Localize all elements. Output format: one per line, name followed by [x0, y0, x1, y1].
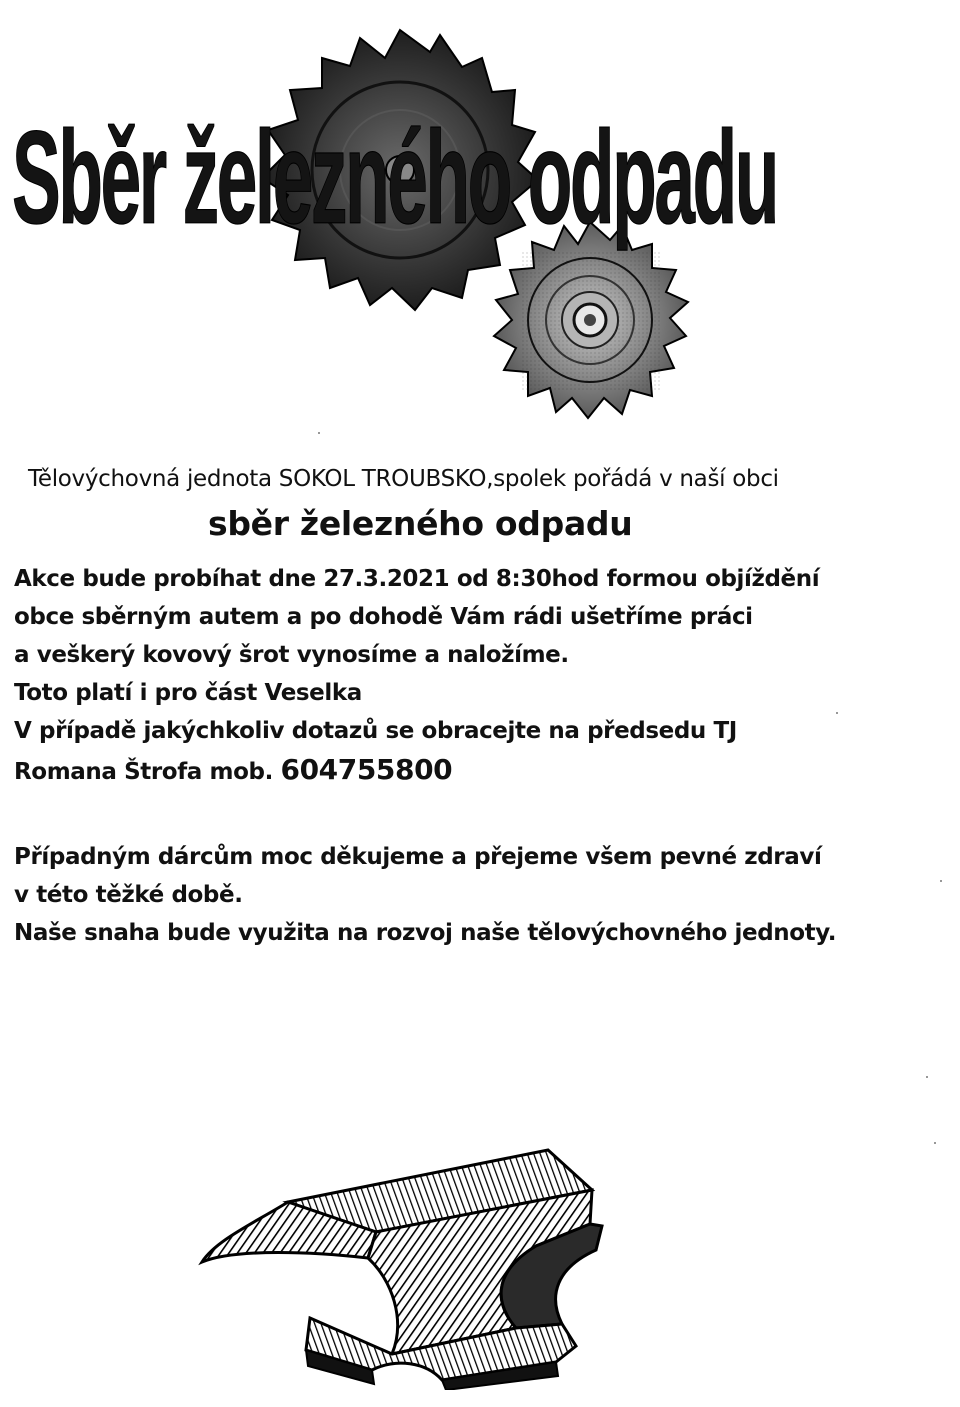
closing-line-thanks: Případným dárcům moc děkujeme a přejeme všem pevné zdraví: [14, 844, 822, 870]
event-details: [14, 560, 944, 790]
poster-headline: Sběr železného odpadu: [12, 104, 777, 252]
anvil-icon: [196, 1140, 606, 1390]
contact-name: Romana Štrofa mob.: [14, 759, 281, 785]
detail-line-veselka: Toto platí i pro část Veselka: [14, 680, 362, 706]
closing-line-purpose: Naše snaha bude využita na rozvoj naše tělovýchovného jednoty.: [14, 920, 837, 946]
phone-number: 604755800: [280, 753, 453, 786]
detail-line-loading: a veškerý kovový šrot vynosíme a naložíme.: [14, 642, 569, 668]
scan-speck: [926, 1076, 928, 1078]
organizer-intro: Tělovýchovná jednota SOKOL TROUBSKO,spolek pořádá v naší obci: [28, 466, 779, 492]
scan-speck: [940, 880, 942, 882]
closing-message: [14, 838, 944, 952]
detail-line-questions: V případě jakýchkoliv dotazů se obracejte na předsedu TJ: [14, 718, 737, 744]
scan-speck: [836, 712, 838, 714]
scan-speck: [934, 1142, 936, 1144]
event-subtitle: sběr železného odpadu: [208, 504, 633, 543]
closing-line-times: v této těžké době.: [14, 882, 243, 908]
detail-line-date: Akce bude probíhat dne 27.3.2021 od 8:30hod formou objíždění: [14, 566, 820, 592]
detail-line-collection: obce sběrným autem a po dohodě Vám rádi ušetříme práci: [14, 604, 753, 630]
scan-speck: [318, 432, 320, 434]
contact-line: [14, 750, 944, 790]
